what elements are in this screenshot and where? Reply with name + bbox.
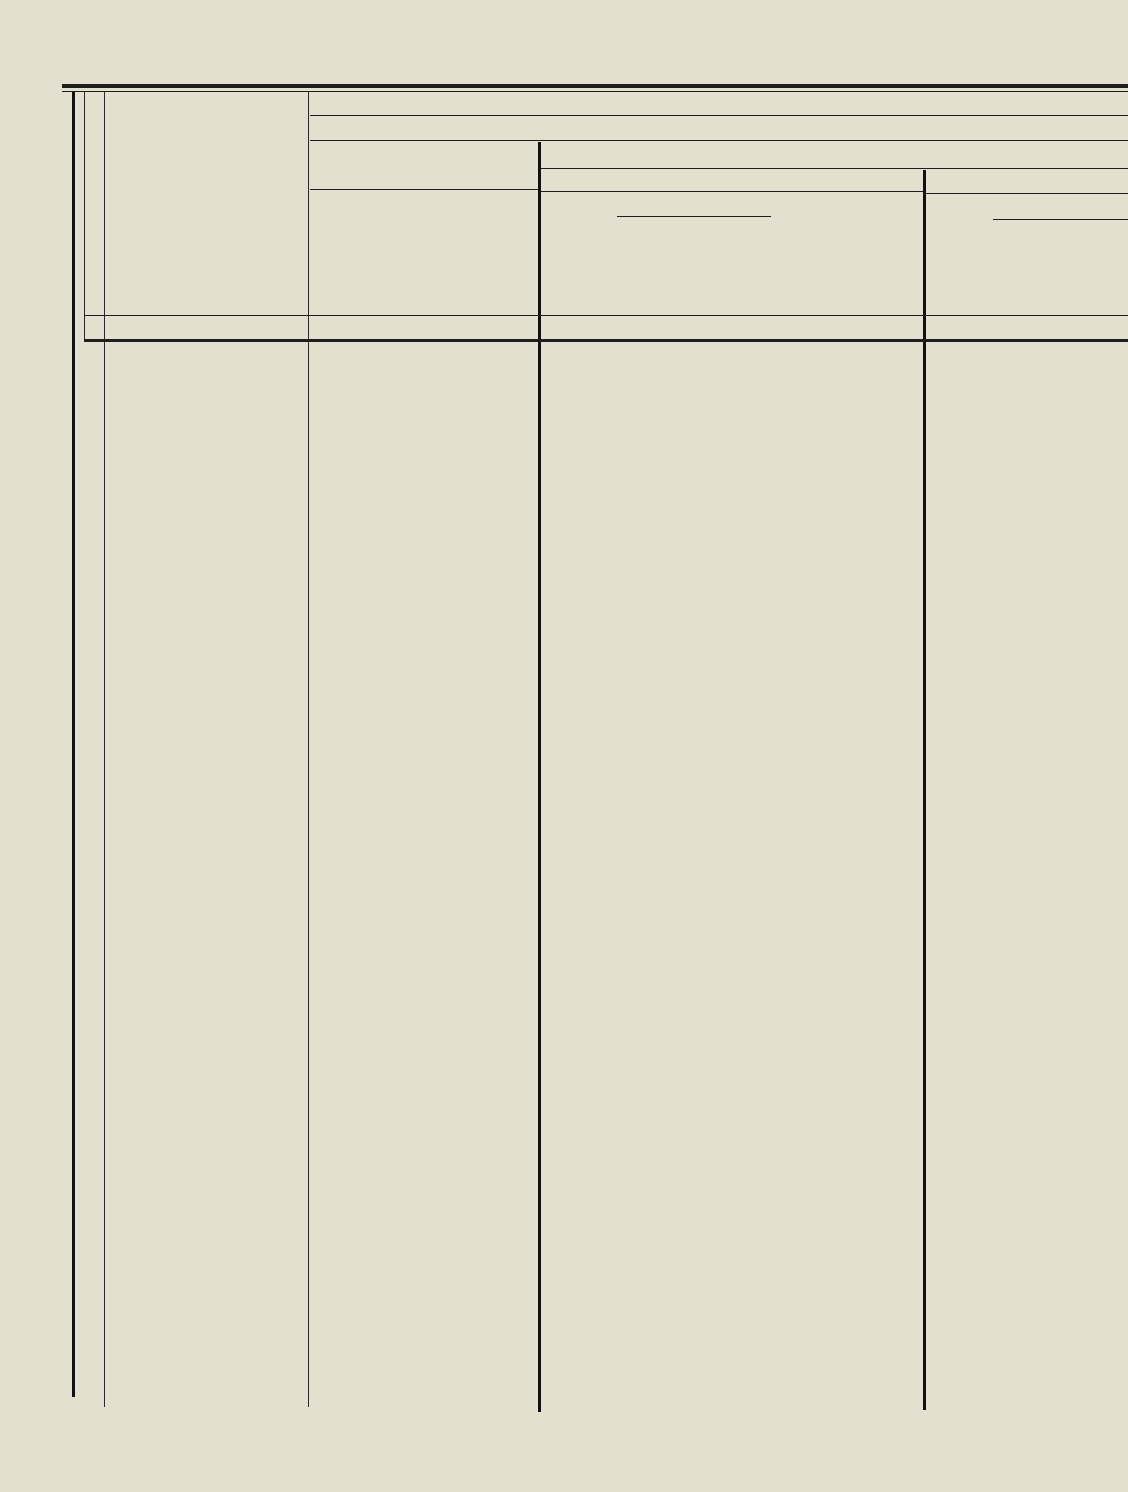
litera-divider bbox=[84, 92, 85, 342]
top-rule-thin bbox=[62, 91, 1128, 92]
uezdy-divider bbox=[308, 92, 309, 1407]
group-rule bbox=[310, 115, 1128, 116]
holodnyh-rule bbox=[541, 168, 1128, 169]
zhilyh-rule bbox=[310, 189, 538, 190]
svyazi-rule bbox=[541, 191, 923, 192]
left-border-thick bbox=[72, 92, 75, 1397]
inventar-rule-1 bbox=[617, 216, 771, 217]
colnum-rule-bottom bbox=[84, 339, 1128, 342]
colnum-rule-top bbox=[84, 315, 1128, 316]
zhilyh-divider bbox=[538, 142, 541, 1412]
summa-rule bbox=[310, 140, 1128, 141]
top-rule-thick bbox=[62, 84, 1128, 88]
inventar-rule-2 bbox=[993, 219, 1128, 220]
otdelno-divider bbox=[923, 170, 926, 1410]
litera-divider-lower bbox=[104, 92, 105, 1407]
otdelno-rule bbox=[926, 193, 1128, 194]
